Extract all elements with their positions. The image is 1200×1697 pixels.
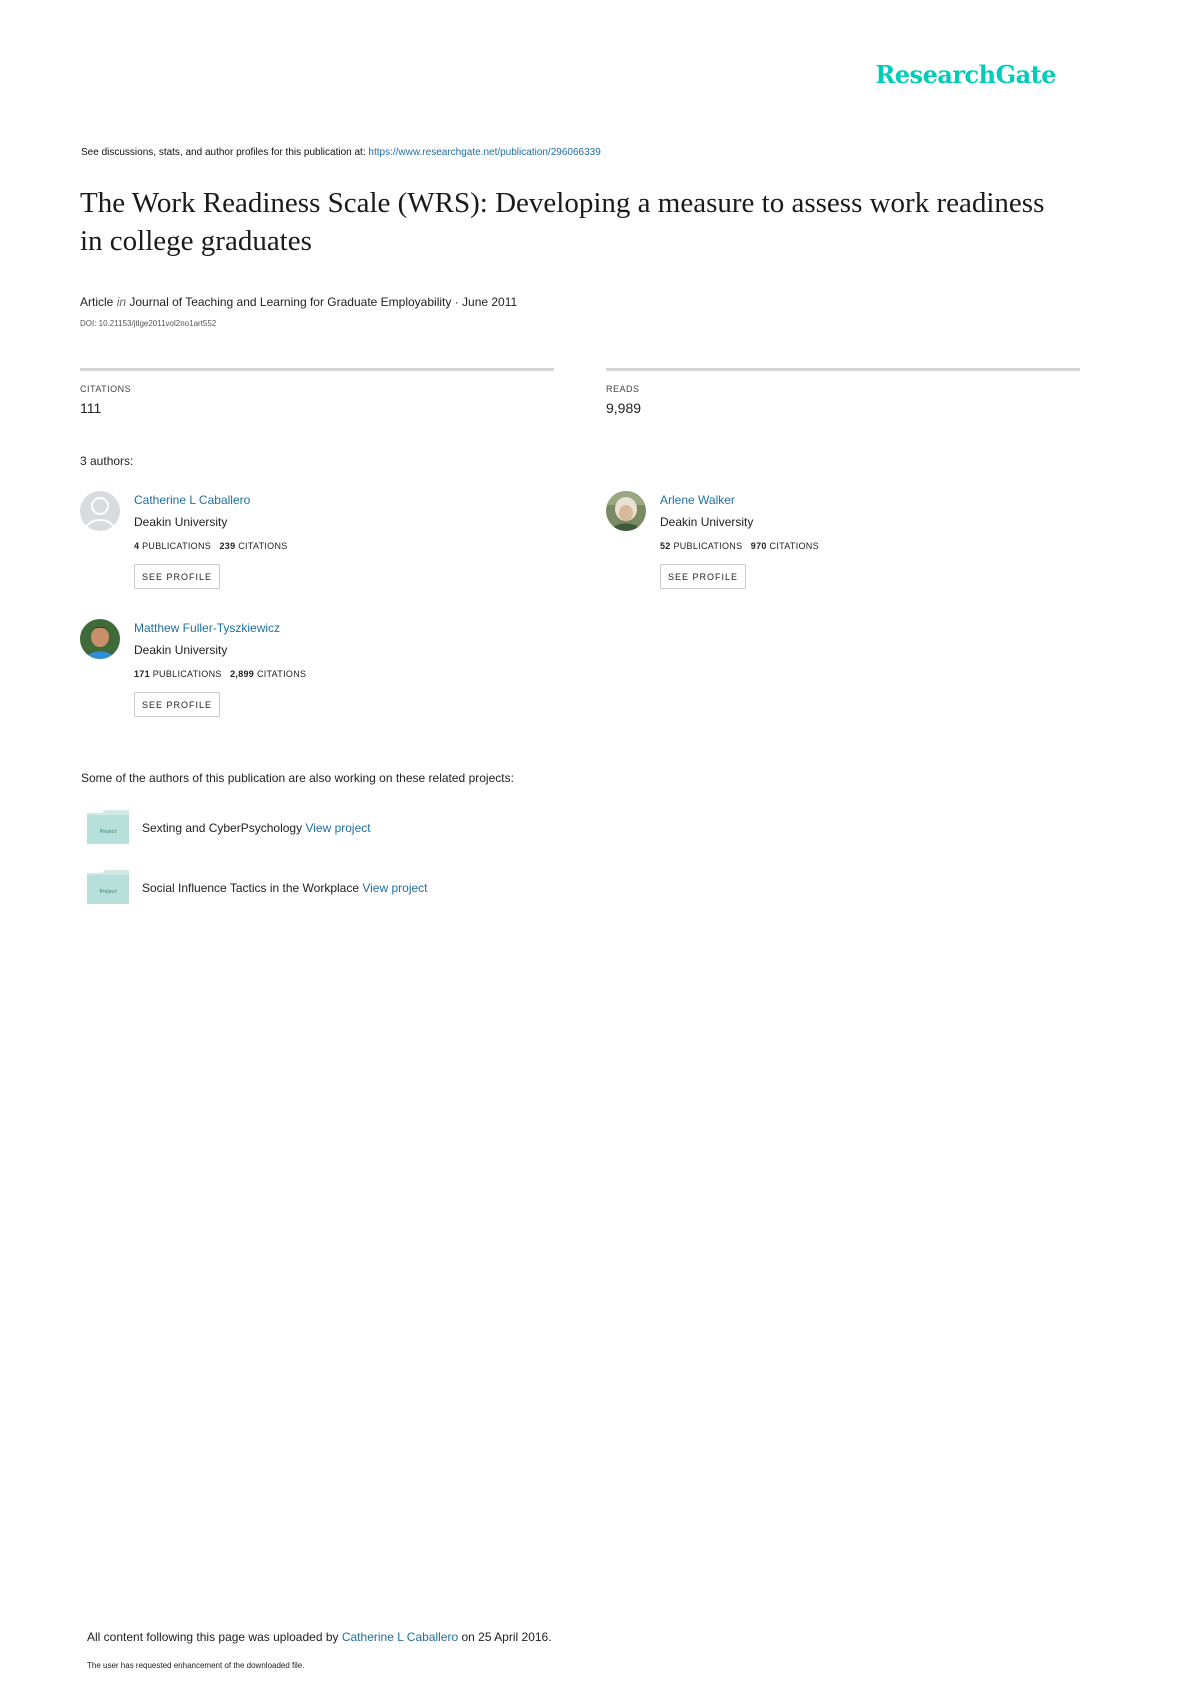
project-text — [142, 821, 371, 835]
project-name: Sexting and CyberPsychology — [142, 821, 306, 835]
author-citations-count: 239 — [219, 541, 236, 551]
author-publications-count: 4 — [134, 541, 140, 551]
view-project-link[interactable]: View project — [305, 821, 371, 835]
author-counts — [134, 669, 306, 679]
author-counts — [660, 541, 819, 551]
related-project — [86, 809, 686, 849]
author-publications-count: 171 — [134, 669, 150, 679]
citations-divider — [80, 368, 554, 371]
avatar-placeholder-icon[interactable] — [80, 491, 120, 531]
publication-meta — [80, 295, 517, 309]
author-citations-label: CITATIONS — [769, 541, 819, 551]
publication-url-link[interactable]: https://www.researchgate.net/publication/296066339 — [368, 147, 601, 158]
publication-in-label: in — [116, 295, 127, 309]
related-projects-heading: Some of the authors of this publication are also working on these related projects: — [81, 771, 514, 785]
see-profile-button[interactable]: SEE PROFILE — [660, 564, 746, 589]
project-name: Social Influence Tactics in the Workplace — [142, 881, 363, 895]
enhancement-note: The user has requested enhancement of the downloaded file. — [87, 1661, 305, 1670]
upload-notice-prefix: All content following this page was uploaded by — [87, 1630, 342, 1644]
author-card — [80, 619, 560, 739]
upload-notice — [87, 1630, 552, 1644]
author-publications-label: PUBLICATIONS — [673, 541, 743, 551]
project-folder-label: Project — [99, 829, 117, 835]
discussion-intro-text: See discussions, stats, and author profiles for this publication at: — [81, 147, 369, 158]
upload-notice-suffix: on 25 April 2016. — [458, 1630, 552, 1644]
citations-label: CITATIONS — [80, 384, 132, 394]
see-profile-button[interactable]: SEE PROFILE — [134, 692, 220, 717]
uploader-link[interactable]: Catherine L Caballero — [341, 1630, 459, 1644]
publication-type: Article — [80, 295, 114, 309]
project-folder-icon — [86, 809, 130, 845]
discussion-intro — [81, 147, 601, 158]
author-counts — [134, 541, 288, 551]
publication-title: The Work Readiness Scale (WRS): Developing a measure to assess work readiness in college graduates — [80, 187, 1045, 257]
avatar-photo-icon[interactable] — [606, 491, 646, 531]
publication-venue: Journal of Teaching and Learning for Graduate Employability · June 2011 — [129, 295, 518, 309]
authors-count: 3 authors: — [80, 454, 134, 468]
author-citations-count: 2,899 — [230, 669, 255, 679]
author-card — [80, 491, 560, 611]
project-folder-icon — [86, 869, 130, 905]
researchgate-logo[interactable]: ResearchGate — [875, 60, 1056, 89]
see-profile-button[interactable]: SEE PROFILE — [134, 564, 220, 589]
related-project — [86, 869, 686, 909]
author-publications-label: PUBLICATIONS — [152, 669, 222, 679]
author-institution: Deakin University — [134, 515, 228, 529]
publication-doi: DOI: 10.21153/jtlge2011vol2no1art552 — [80, 319, 217, 328]
project-text — [142, 881, 428, 895]
author-name-link[interactable]: Arlene Walker — [660, 493, 735, 507]
author-publications-count: 52 — [660, 541, 671, 551]
author-name-link[interactable]: Matthew Fuller-Tyszkiewicz — [134, 621, 281, 635]
author-citations-count: 970 — [750, 541, 767, 551]
project-folder-label: Project — [99, 889, 117, 895]
reads-divider — [606, 368, 1080, 371]
reads-label: READS — [606, 384, 640, 394]
author-institution: Deakin University — [660, 515, 754, 529]
author-name-link[interactable]: Catherine L Caballero — [134, 493, 251, 507]
author-publications-label: PUBLICATIONS — [142, 541, 212, 551]
citations-value: 111 — [80, 400, 102, 416]
avatar-photo-icon[interactable] — [80, 619, 120, 659]
author-citations-label: CITATIONS — [256, 669, 307, 679]
view-project-link[interactable]: View project — [362, 881, 428, 895]
author-citations-label: CITATIONS — [238, 541, 288, 551]
reads-value: 9,989 — [606, 400, 642, 416]
author-institution: Deakin University — [134, 643, 228, 657]
author-card — [606, 491, 1086, 611]
